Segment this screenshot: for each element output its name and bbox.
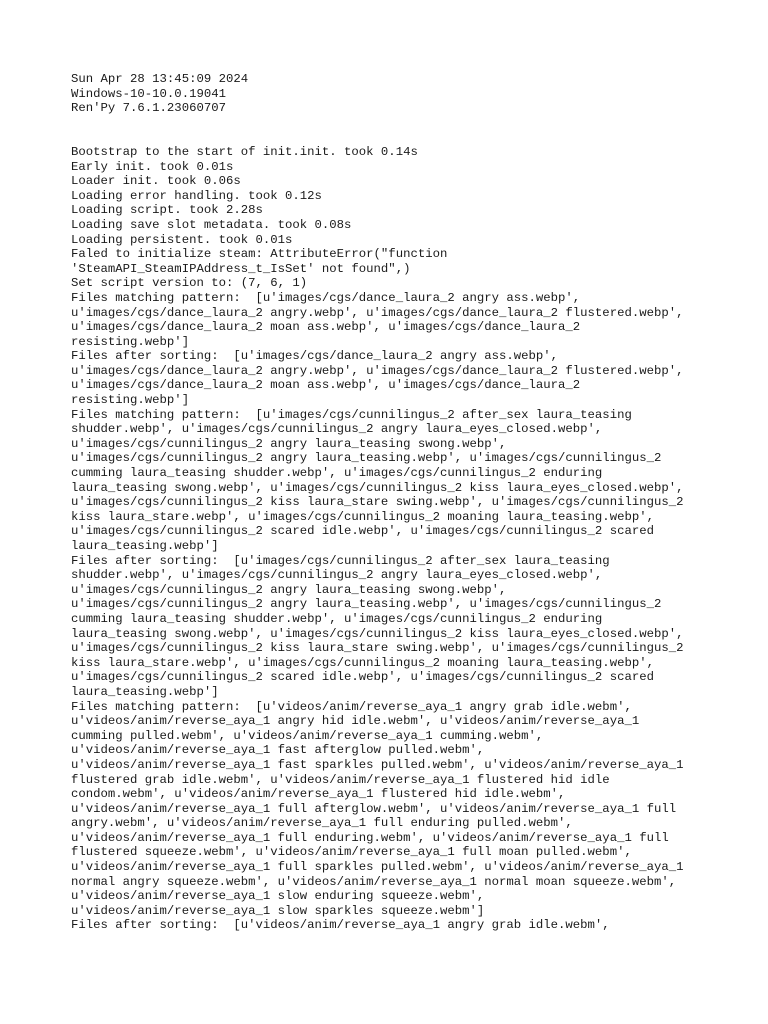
log-line: u'images/cgs/cunnilingus_2 scared idle.webp', u'images/cgs/cunnilingus_2 scared	[71, 524, 654, 539]
log-line: laura_teasing swong.webp', u'images/cgs/cunnilingus_2 kiss laura_eyes_closed.webp',	[71, 480, 684, 495]
log-line: Faled to initialize steam: AttributeError("function	[71, 247, 448, 262]
log-line: u'images/cgs/dance_laura_2 moan ass.webp', u'images/cgs/dance_laura_2	[71, 320, 581, 335]
log-line: resisting.webp']	[71, 334, 190, 349]
log-line: laura_teasing.webp']	[71, 539, 219, 553]
blank-line	[71, 130, 711, 145]
log-line: u'images/cgs/cunnilingus_2 angry laura_teasing swong.webp',	[71, 582, 507, 597]
log-line: u'videos/anim/reverse_aya_1 angry hid idle.webm', u'videos/anim/reverse_aya_1	[71, 714, 640, 729]
log-line: Windows-10-10.0.19041	[71, 86, 226, 101]
log-line: Early init. took 0.01s	[71, 159, 234, 174]
log-line: u'videos/anim/reverse_aya_1 fast sparkles pulled.webm', u'videos/anim/reverse_aya_1	[71, 757, 684, 772]
log-line: u'images/cgs/dance_laura_2 angry.webp', u'images/cgs/dance_laura_2 flustered.webp',	[71, 305, 684, 320]
log-line: flustered squeeze.webm', u'videos/anim/reverse_aya_1 full moan pulled.webm',	[71, 845, 632, 860]
log-line: cumming laura_teasing shudder.webp', u'images/cgs/cunnilingus_2 enduring	[71, 611, 603, 626]
log-line: shudder.webp', u'images/cgs/cunnilingus_2 angry laura_eyes_closed.webp',	[71, 422, 603, 437]
log-line: Files matching pattern: [u'images/cgs/dance_laura_2 angry ass.webp',	[71, 290, 581, 305]
log-line: 'SteamAPI_SteamIPAddress_t_IsSet' not found",)	[71, 261, 411, 276]
log-line: Sun Apr 28 13:45:09 2024	[71, 72, 249, 86]
log-line: u'images/cgs/cunnilingus_2 angry laura_teasing.webp', u'images/cgs/cunnilingus_2	[71, 451, 662, 466]
log-line: Files after sorting: [u'images/cgs/cunnilingus_2 after_sex laura_teasing	[71, 553, 610, 568]
log-line: u'videos/anim/reverse_aya_1 full sparkles pulled.webm', u'videos/anim/reverse_aya_1	[71, 860, 684, 875]
log-line: Loader init. took 0.06s	[71, 174, 241, 189]
log-line: laura_teasing swong.webp', u'images/cgs/cunnilingus_2 kiss laura_eyes_closed.webp',	[71, 626, 684, 641]
log-line: u'videos/anim/reverse_aya_1 slow sparkles squeeze.webm']	[71, 903, 485, 918]
log-line: u'images/cgs/dance_laura_2 angry.webp', u'images/cgs/dance_laura_2 flustered.webp',	[71, 363, 684, 378]
log-line: angry.webm', u'videos/anim/reverse_aya_1 full enduring pulled.webm',	[71, 816, 573, 831]
log-line: kiss laura_stare.webp', u'images/cgs/cunnilingus_2 moaning laura_teasing.webp',	[71, 655, 654, 670]
log-line: u'images/cgs/dance_laura_2 moan ass.webp', u'images/cgs/dance_laura_2	[71, 378, 581, 393]
log-line: u'images/cgs/cunnilingus_2 scared idle.webp', u'images/cgs/cunnilingus_2 scared	[71, 670, 654, 685]
log-line: cumming laura_teasing shudder.webp', u'images/cgs/cunnilingus_2 enduring	[71, 466, 603, 481]
log-line: Loading persistent. took 0.01s	[71, 232, 293, 247]
log-line: resisting.webp']	[71, 393, 190, 408]
log-line: u'videos/anim/reverse_aya_1 full afterglow.webm', u'videos/anim/reverse_aya_1 full	[71, 801, 677, 816]
log-line: Bootstrap to the start of init.init. took 0.14s	[71, 144, 418, 159]
log-line: Loading script. took 2.28s	[71, 203, 263, 218]
log-line: Loading save slot metadata. took 0.08s	[71, 217, 352, 232]
log-text	[71, 72, 711, 933]
log-line: Set script version to: (7, 6, 1)	[71, 276, 308, 291]
log-line: u'videos/anim/reverse_aya_1 fast afterglow pulled.webm',	[71, 743, 485, 758]
log-line: kiss laura_stare.webp', u'images/cgs/cunnilingus_2 moaning laura_teasing.webp',	[71, 509, 654, 524]
log-line: shudder.webp', u'images/cgs/cunnilingus_2 angry laura_eyes_closed.webp',	[71, 568, 603, 583]
log-line: u'images/cgs/cunnilingus_2 angry laura_teasing.webp', u'images/cgs/cunnilingus_2	[71, 597, 662, 612]
log-line: Loading error handling. took 0.12s	[71, 188, 322, 203]
log-line: laura_teasing.webp']	[71, 684, 219, 699]
log-line: condom.webm', u'videos/anim/reverse_aya_1 flustered hid idle.webm',	[71, 787, 566, 802]
log-line: u'videos/anim/reverse_aya_1 slow enduring squeeze.webm',	[71, 889, 485, 904]
log-line: Ren'Py 7.6.1.23060707	[71, 101, 226, 116]
blank-line	[71, 116, 711, 131]
log-line: u'images/cgs/cunnilingus_2 kiss laura_stare swing.webp', u'images/cgs/cunnilingus_2	[71, 641, 684, 656]
log-line: cumming pulled.webm', u'videos/anim/reverse_aya_1 cumming.webm',	[71, 728, 544, 743]
log-line: u'images/cgs/cunnilingus_2 kiss laura_stare swing.webp', u'images/cgs/cunnilingus_2	[71, 495, 684, 510]
log-line: u'videos/anim/reverse_aya_1 full enduring.webm', u'videos/anim/reverse_aya_1 full	[71, 830, 669, 845]
log-line: flustered grab idle.webm', u'videos/anim/reverse_aya_1 flustered hid idle	[71, 772, 610, 787]
log-line: u'images/cgs/cunnilingus_2 angry laura_teasing swong.webp',	[71, 436, 507, 451]
log-line: Files matching pattern: [u'images/cgs/cunnilingus_2 after_sex laura_teasing	[71, 407, 632, 422]
log-line: Files matching pattern: [u'videos/anim/reverse_aya_1 angry grab idle.webm',	[71, 699, 632, 714]
log-line: Files after sorting: [u'videos/anim/reverse_aya_1 angry grab idle.webm',	[71, 918, 610, 933]
log-line: normal angry squeeze.webm', u'videos/anim/reverse_aya_1 normal moan squeeze.webm',	[71, 874, 677, 889]
log-line: Files after sorting: [u'images/cgs/dance_laura_2 angry ass.webp',	[71, 349, 559, 364]
